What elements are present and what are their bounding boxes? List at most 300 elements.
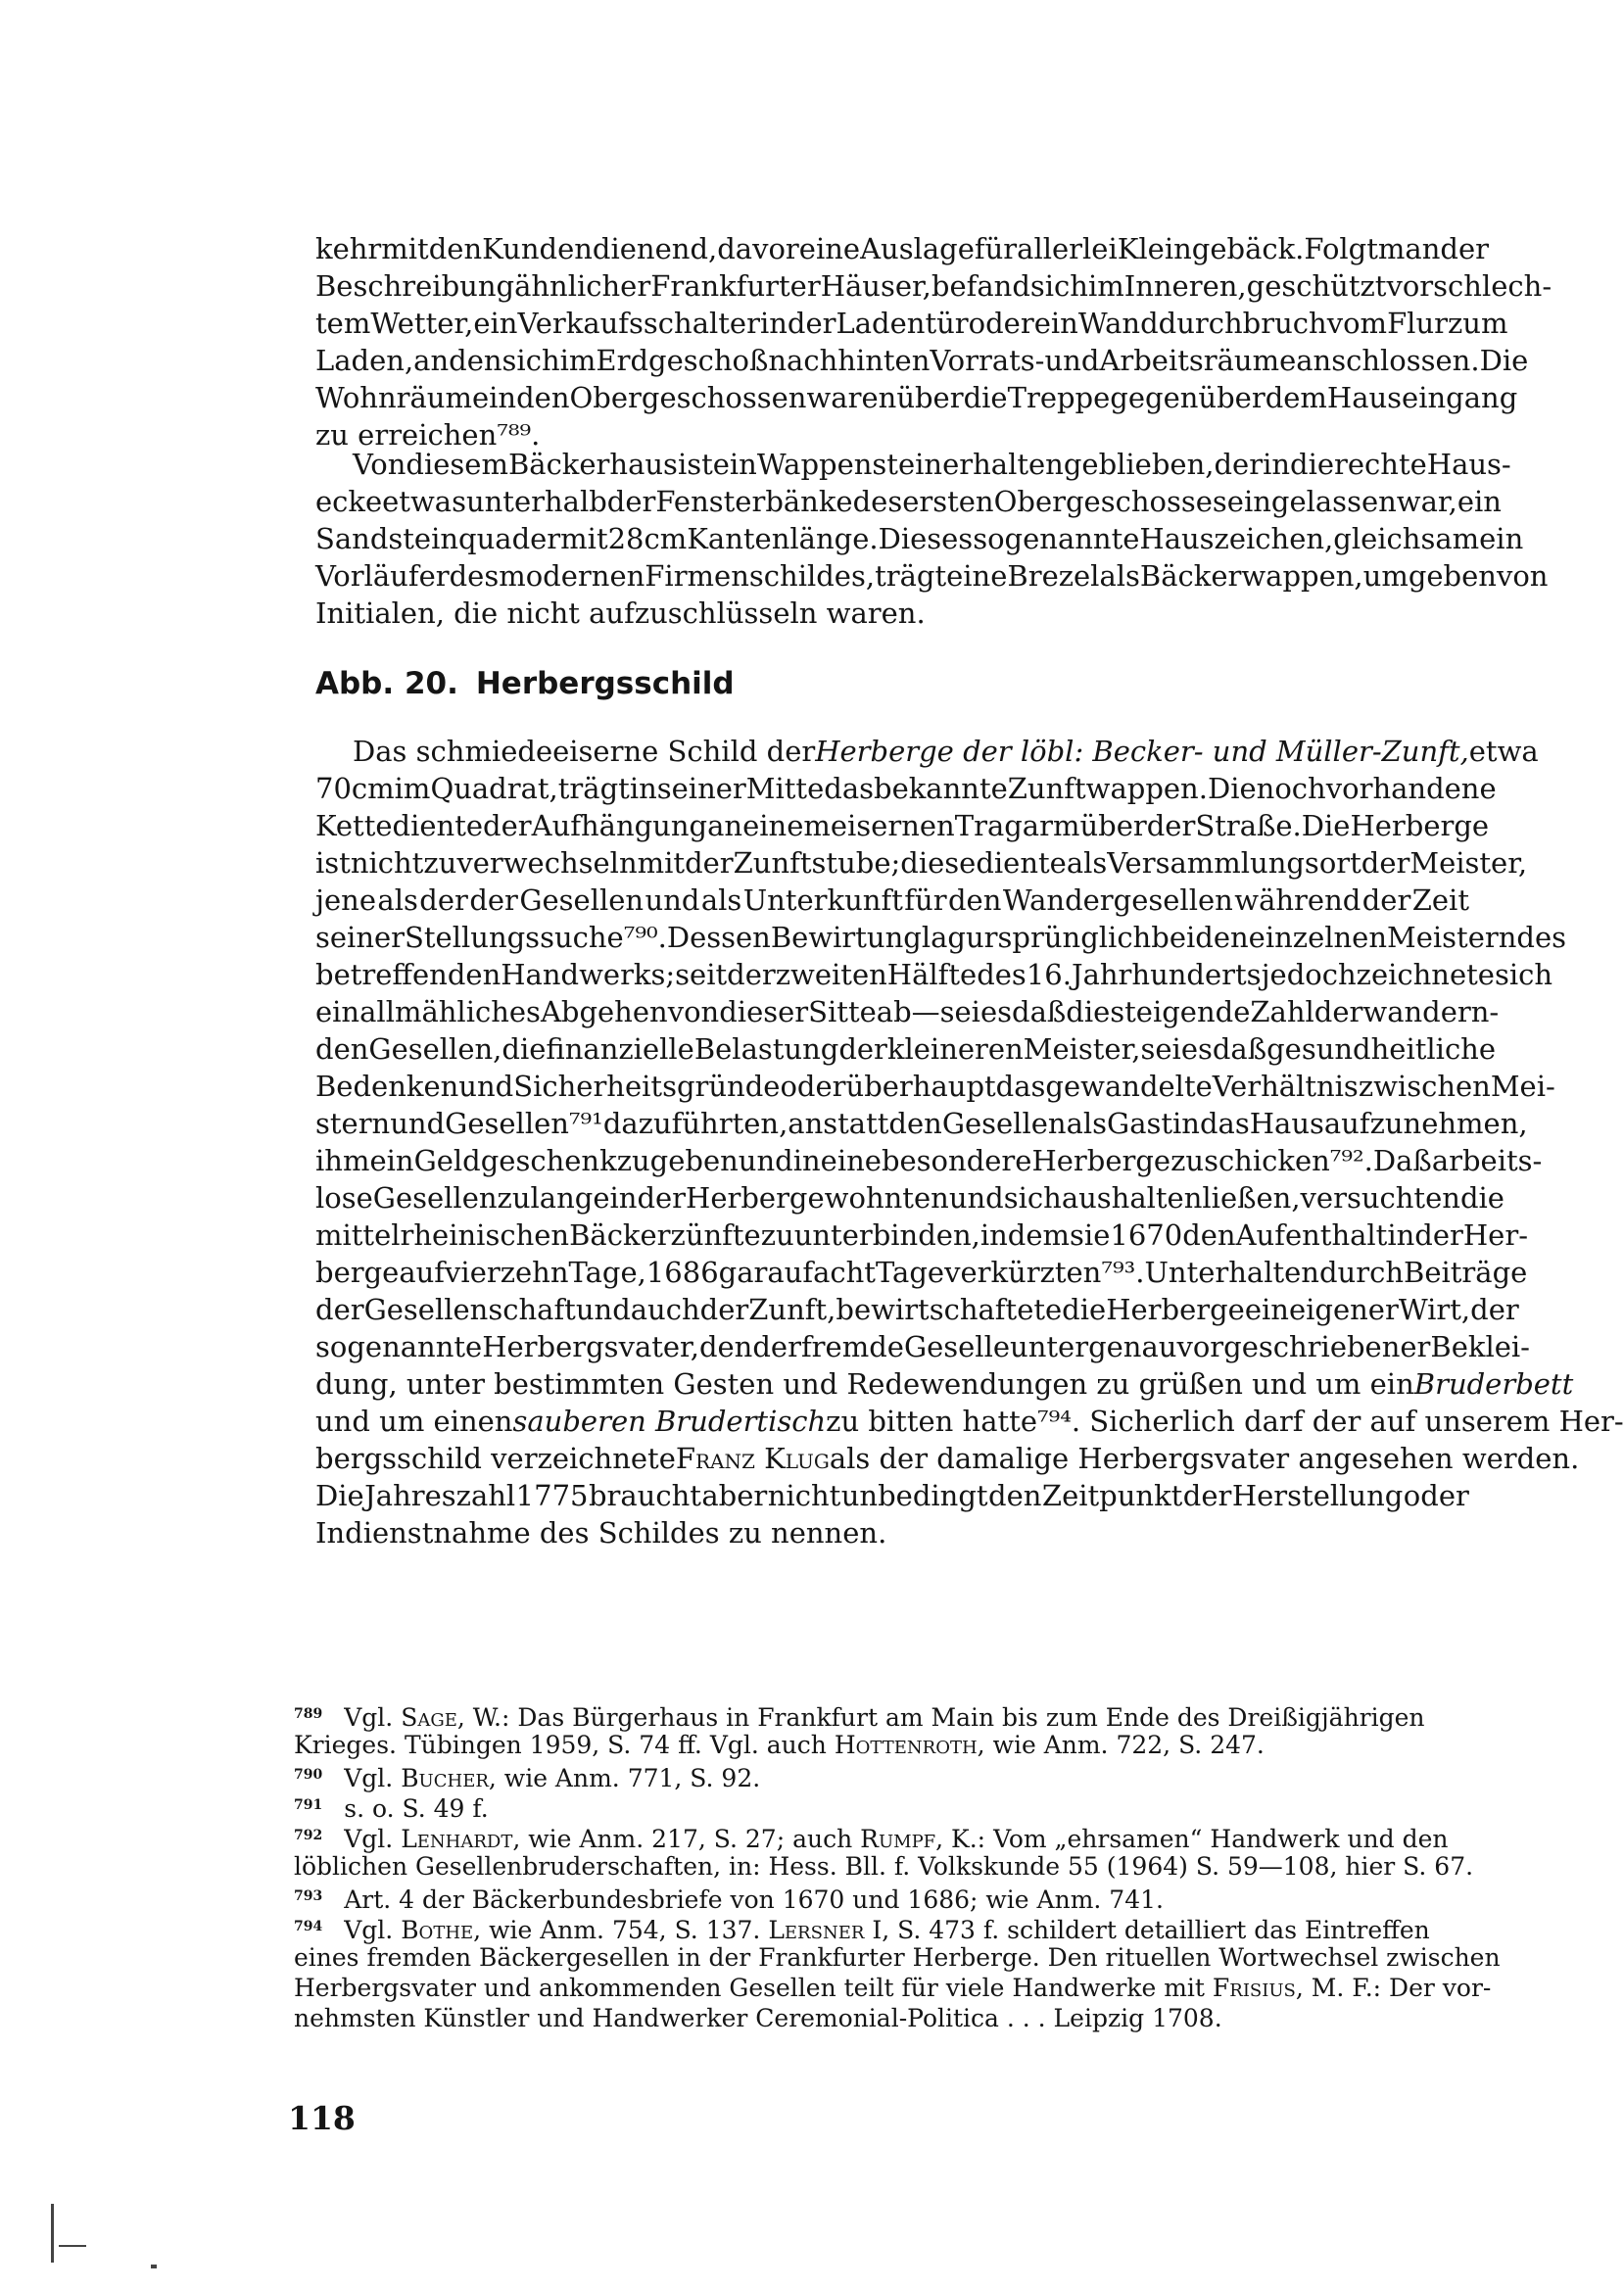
word: durch <box>1318 1256 1405 1289</box>
text-run: wie Anm. 722, S. 247. <box>992 1731 1265 1759</box>
word: berge <box>315 1256 400 1289</box>
word: Die <box>1479 344 1529 377</box>
word: geblieben, <box>1063 448 1215 481</box>
word: im <box>559 344 597 377</box>
word: besondere <box>881 1144 1032 1177</box>
text-run: Das Bürgerhaus in Frankfurt am Main bis zum Ende des Dreißigjährigen <box>517 1703 1425 1732</box>
word: war, <box>1396 485 1457 518</box>
word: der <box>483 809 532 842</box>
word: Erdgeschoß <box>596 344 769 377</box>
text-line <box>315 919 1567 956</box>
author-name: Lenhardt, <box>401 1825 521 1853</box>
word: der <box>469 883 518 917</box>
figure-label: Abb. 20. <box>315 666 458 701</box>
word: ein <box>473 307 518 340</box>
word: Abgehen <box>540 995 668 1028</box>
text-run: zu bitten hatte⁷⁹⁴. Sicherlich darf der auf unserem Her- <box>826 1405 1624 1438</box>
word: Herberge <box>1031 1144 1171 1177</box>
text-line <box>315 1291 1519 1328</box>
word: der <box>699 1293 749 1326</box>
figure-title: Herbergsschild <box>475 666 735 701</box>
word: mittelrheinischen <box>315 1218 570 1252</box>
word: eine <box>820 1144 882 1177</box>
word: dem <box>1265 381 1327 414</box>
word: seit <box>675 958 728 991</box>
footnote-792 <box>294 1821 1469 1851</box>
word: mit <box>381 232 429 265</box>
word: Bäckerhaus <box>507 448 678 481</box>
word: in <box>1263 448 1291 481</box>
word: diesem <box>406 448 508 481</box>
word: Jahrhunderts <box>1071 958 1262 991</box>
word: ähnlicher <box>514 269 651 303</box>
word: der <box>685 846 734 880</box>
word: Handwerks; <box>501 958 676 991</box>
word: in <box>629 772 657 805</box>
word: in <box>1172 1107 1200 1140</box>
word: mit <box>637 846 686 880</box>
word: in <box>792 1144 821 1177</box>
word: Kantenlänge. <box>687 522 879 555</box>
word: oder <box>780 1070 846 1103</box>
word: des <box>852 485 903 518</box>
text-line <box>315 770 1497 807</box>
word: Unterkunft <box>742 883 903 917</box>
text-line <box>315 305 1508 342</box>
footnote-793 <box>294 1882 1469 1912</box>
word: genau <box>1088 1330 1177 1363</box>
word: Gesellen, <box>368 1032 502 1066</box>
word: anschlossen. <box>1296 344 1480 377</box>
word: schicken⁷⁹². <box>1204 1144 1373 1177</box>
word: den <box>516 381 570 414</box>
word: Gesellen <box>372 1181 498 1215</box>
word: eigener <box>1288 1293 1399 1326</box>
text-run: bergsschild verzeichnete <box>315 1442 676 1475</box>
word: 1775 <box>515 1479 589 1512</box>
word: in <box>489 381 517 414</box>
word: Herberge <box>1106 1293 1245 1326</box>
word: Stellungssuche⁷⁹⁰. <box>405 921 667 954</box>
scan-artifact <box>59 2245 86 2247</box>
word: Verkaufsschalter <box>517 307 760 340</box>
word: vom <box>1326 307 1388 340</box>
word: steigende <box>1110 995 1251 1028</box>
word: der <box>1146 809 1196 842</box>
word: den <box>888 1107 942 1140</box>
word: kleineren <box>886 1032 1024 1066</box>
word: Inneren, <box>1123 269 1247 303</box>
word: Hauszeichen, <box>1139 522 1334 555</box>
word: seiner <box>315 921 406 954</box>
word: zu <box>616 1144 650 1177</box>
word: Vorrats- <box>930 344 1045 377</box>
word: zwischen <box>1358 1070 1491 1103</box>
word: Treppe <box>1007 381 1111 414</box>
word: auf <box>399 1256 446 1289</box>
word: ein <box>712 448 757 481</box>
word: zweiten <box>775 958 887 991</box>
word: Auslage <box>860 232 975 265</box>
word: es <box>979 995 1013 1028</box>
word: Zunft, <box>748 1293 836 1326</box>
text-line <box>315 1068 1555 1105</box>
word: Von <box>353 448 406 481</box>
word: kehr <box>315 232 382 265</box>
word: Firmenschildes, <box>645 559 876 593</box>
word: rechte <box>1334 448 1427 481</box>
word: fremde <box>800 1330 904 1363</box>
word: versuchten <box>1300 1181 1460 1215</box>
word: in <box>759 307 788 340</box>
word: der <box>637 1181 687 1215</box>
word: von <box>1496 559 1549 593</box>
word: Zeitpunkt <box>1041 1479 1183 1512</box>
text-line <box>315 844 1528 882</box>
word: Wirt, <box>1398 1293 1471 1326</box>
word: Gesellen <box>519 883 645 917</box>
word: trägt <box>875 559 947 593</box>
word: unter <box>1010 1330 1089 1363</box>
word: Herberge <box>686 1181 825 1215</box>
footnote-line <box>294 2003 1469 2033</box>
word: Geldgeschenk <box>413 1144 617 1177</box>
word: der <box>727 958 776 991</box>
word: Obergeschosses <box>993 485 1227 518</box>
word: ihm <box>315 1144 370 1177</box>
word: vorgeschriebener <box>1176 1330 1431 1363</box>
word: vor <box>1386 269 1434 303</box>
word: Hauseingang <box>1326 381 1518 414</box>
word: Folgt <box>1304 232 1378 265</box>
text-run: Herbergsvater und ankommenden Gesellen teilt für viele Handwerke mit <box>294 1974 1205 2002</box>
word: Daß <box>1372 1144 1432 1177</box>
word: des <box>449 559 500 593</box>
word: und <box>1044 344 1100 377</box>
word: der <box>315 1293 364 1326</box>
footnote-line <box>294 1851 1474 1882</box>
text-line <box>315 1477 1469 1514</box>
word: Arbeitsräume <box>1099 344 1297 377</box>
word: Die <box>1301 809 1351 842</box>
word: Herbergsvater, <box>482 1330 699 1363</box>
text-line <box>315 1365 1574 1403</box>
word: als <box>377 883 418 917</box>
word: aber <box>701 1479 768 1512</box>
text-line <box>315 733 1539 770</box>
word: Kette <box>315 809 393 842</box>
word: ist <box>677 448 713 481</box>
word: Vorläufer <box>315 559 450 593</box>
word: allerlei <box>1017 232 1118 265</box>
word: finanzielle <box>546 1032 694 1066</box>
word: Mei- <box>1490 1070 1555 1103</box>
word: zu <box>1170 1144 1205 1177</box>
word: betreffenden <box>315 958 502 991</box>
word: 16. <box>1026 958 1072 991</box>
word: den <box>698 1330 753 1363</box>
word: als <box>1066 846 1108 880</box>
word: ab <box>876 995 912 1028</box>
word: verwechseln <box>456 846 638 880</box>
word: Dieses <box>878 522 974 555</box>
text-run: Vgl. <box>344 1703 394 1732</box>
word: Herstellung <box>1231 1479 1404 1512</box>
word: das <box>995 1070 1046 1103</box>
text-run: wie Anm. 217, S. 27; auch <box>528 1825 853 1853</box>
word: noch <box>1256 772 1326 805</box>
word: wohnten <box>824 1181 949 1215</box>
word: eine <box>946 559 1008 593</box>
word: sich <box>1029 269 1088 303</box>
word: der <box>1314 995 1363 1028</box>
word: eingelassen <box>1226 485 1397 518</box>
word: diese <box>900 846 977 880</box>
word: Zahl <box>1250 995 1314 1028</box>
word: befand <box>931 269 1030 303</box>
word: unterhalb <box>465 485 607 518</box>
word: nach <box>768 344 838 377</box>
word: Quadrat, <box>430 772 558 805</box>
word: und <box>458 1070 514 1103</box>
word: als <box>700 883 742 917</box>
footnote-794 <box>294 1912 1469 1942</box>
word: der <box>606 485 656 518</box>
word: die <box>502 1032 547 1066</box>
word: zum <box>1448 307 1508 340</box>
text-run: Der vor- <box>1389 1974 1492 2002</box>
word: Gesellenschaft <box>363 1293 576 1326</box>
word: im <box>394 772 431 805</box>
word: bekannte <box>874 772 1008 805</box>
word: Wanddurchbruch <box>1077 307 1327 340</box>
author-name: Sage, W.: <box>401 1703 510 1732</box>
word: nicht <box>350 846 424 880</box>
word: aushalten <box>1061 1181 1203 1215</box>
footnote-line <box>294 1973 1492 2003</box>
word: ecke <box>315 485 383 518</box>
word: bewirtschaftete <box>836 1293 1063 1326</box>
word: sogenannte <box>315 1330 483 1363</box>
word: Sicherheitsgründe <box>513 1070 781 1103</box>
text-line <box>315 956 1553 993</box>
word: Sandsteinquader <box>315 522 561 555</box>
word: den <box>449 344 502 377</box>
text-line <box>315 1179 1505 1217</box>
word: der <box>1470 1293 1519 1326</box>
word: auf <box>767 1256 814 1289</box>
text-line <box>315 1142 1543 1179</box>
word: jedoch <box>1261 958 1357 991</box>
word: während <box>1234 883 1361 917</box>
text-run: Krieges. Tübingen 1959, S. 74 ff. Vgl. auch <box>294 1731 827 1759</box>
word: ersten <box>902 485 994 518</box>
word: etwas <box>382 485 466 518</box>
text-run: s. o. S. 49 f. <box>344 1794 489 1823</box>
word: geben <box>649 1144 739 1177</box>
word: Straße. <box>1195 809 1302 842</box>
word: Sitte <box>808 995 877 1028</box>
word: daß <box>1212 1032 1267 1066</box>
footnote-789 <box>294 1699 1469 1730</box>
word: hinten <box>837 344 931 377</box>
word: Wandergesellen <box>1002 883 1233 917</box>
word: ließen, <box>1202 1181 1301 1215</box>
word: acht <box>813 1256 876 1289</box>
word: und <box>645 883 700 917</box>
word: zu <box>497 1181 531 1215</box>
word: des <box>1516 921 1567 954</box>
word: cm <box>351 772 395 805</box>
word: Dessen <box>666 921 771 954</box>
word: Laden, <box>315 344 414 377</box>
word: Bäckerzünfte <box>569 1218 761 1252</box>
word: Her- <box>1462 1218 1529 1252</box>
word: Wappenstein <box>756 448 943 481</box>
word: Mitte <box>745 772 825 805</box>
paragraph-1 <box>315 230 1552 453</box>
word: zu <box>423 846 457 880</box>
text-run: und um einen <box>315 1405 513 1438</box>
word: allmähliches <box>359 995 541 1028</box>
author-name: Bothe, <box>401 1916 482 1944</box>
word: zu <box>760 1218 794 1252</box>
word: und <box>948 1181 1004 1215</box>
author-name: Frisius, M. F.: <box>1212 1974 1382 2002</box>
word: seiner <box>656 772 746 805</box>
word: indem <box>979 1218 1071 1252</box>
text-line <box>315 1328 1530 1365</box>
footnote-number: 789 <box>294 1706 323 1722</box>
word: mit <box>560 522 608 555</box>
word: — <box>911 995 940 1028</box>
text-line <box>315 1105 1528 1142</box>
word: Zeit <box>1411 883 1469 917</box>
word: sich <box>1494 958 1553 991</box>
word: Haus- <box>1426 448 1511 481</box>
word: Beschreibung <box>315 269 515 303</box>
word: auch <box>630 1293 700 1326</box>
word: eine <box>798 232 861 265</box>
word: der <box>787 307 836 340</box>
word: überhaupt <box>845 1070 996 1103</box>
text-run: I, S. 473 f. schildert detailliert das Eintreffen <box>872 1916 1430 1944</box>
word: und <box>390 1107 446 1140</box>
word: Unterhalten <box>1144 1256 1319 1289</box>
word: die <box>1062 1293 1107 1326</box>
footnotes <box>294 1699 1501 2033</box>
text-line <box>315 1403 1624 1440</box>
word: 70 <box>315 772 352 805</box>
word: Haus <box>1249 1107 1324 1140</box>
word: vorhandene <box>1325 772 1497 805</box>
word: für <box>974 232 1018 265</box>
word: cm <box>644 522 688 555</box>
word: Zunftwappen. <box>1007 772 1208 805</box>
word: der <box>838 1032 887 1066</box>
text-line <box>315 882 1469 919</box>
footnote-790 <box>294 1760 1469 1790</box>
word: Zunftstube; <box>733 846 901 880</box>
word: der <box>1361 846 1410 880</box>
word: Gesellen⁷⁹¹ <box>445 1107 603 1140</box>
footnote-number: 793 <box>294 1888 323 1904</box>
word: im <box>1087 269 1124 303</box>
footnote-number: 794 <box>294 1919 323 1934</box>
word: davor <box>717 232 799 265</box>
paragraph-2 <box>315 446 1549 632</box>
word: Meistern <box>1387 921 1517 954</box>
footnote-791 <box>294 1790 1469 1821</box>
word: Beklei- <box>1430 1330 1530 1363</box>
text-run: als der damalige Herbergsvater angesehen werden. <box>829 1442 1580 1475</box>
text-line <box>315 1254 1528 1291</box>
person-name: Franz Klug <box>675 1442 830 1475</box>
word: aufzunehmen, <box>1323 1107 1528 1140</box>
word: Die <box>315 1479 364 1512</box>
word: ein <box>1244 1293 1289 1326</box>
word: ursprünglich <box>966 921 1152 954</box>
text-run: Vgl. <box>344 1916 394 1944</box>
text-line: Indienstnahme des Schildes zu nennen. <box>315 1516 887 1550</box>
word: Aufhängung <box>531 809 708 842</box>
word: 1670 <box>1110 1218 1183 1252</box>
text-run: Vgl. <box>344 1825 394 1853</box>
footnote-number: 791 <box>294 1797 323 1813</box>
word: den <box>315 1032 369 1066</box>
word: sei <box>1140 1032 1181 1066</box>
word: man <box>1377 232 1441 265</box>
text-line <box>315 342 1529 379</box>
word: unterbinden, <box>793 1218 980 1252</box>
scan-artifact <box>151 2265 157 2268</box>
word: Versammlungsort <box>1107 846 1361 880</box>
word: und <box>575 1293 631 1326</box>
word: den <box>428 232 483 265</box>
word: oder <box>1403 1479 1469 1512</box>
word: diente <box>392 809 484 842</box>
word: führten, <box>671 1107 788 1140</box>
word: tem <box>315 307 371 340</box>
word: des <box>977 958 1027 991</box>
word: arbeits- <box>1431 1144 1543 1177</box>
word: von <box>667 995 720 1028</box>
word: über <box>896 381 964 414</box>
text-line <box>315 446 1511 483</box>
text-line: zu erreichen⁷⁸⁹. <box>315 418 541 452</box>
word: Herberge <box>1350 809 1490 842</box>
word: gleichsam <box>1333 522 1480 555</box>
text-line <box>315 1440 1580 1477</box>
word: Frankfurter <box>650 269 821 303</box>
word: Beiträge <box>1404 1256 1528 1289</box>
word: als <box>1066 1107 1108 1140</box>
word: gegenüber <box>1110 381 1266 414</box>
text-run: Vom „ehrsamen“ Handwerk und den <box>993 1825 1449 1853</box>
word: Tage <box>875 1256 945 1289</box>
text-run: Vgl. <box>344 1764 394 1792</box>
text-line <box>315 1217 1529 1254</box>
word: die <box>1066 995 1111 1028</box>
word: die <box>1459 1181 1505 1215</box>
word: Bedenken <box>315 1070 459 1103</box>
word: für <box>904 883 947 917</box>
word: Gesellen <box>941 1107 1067 1140</box>
word: das <box>824 772 874 805</box>
word: zeichnete <box>1356 958 1495 991</box>
word: ein <box>1457 485 1502 518</box>
text-run: wie Anm. 754, S. 137. <box>489 1916 761 1944</box>
